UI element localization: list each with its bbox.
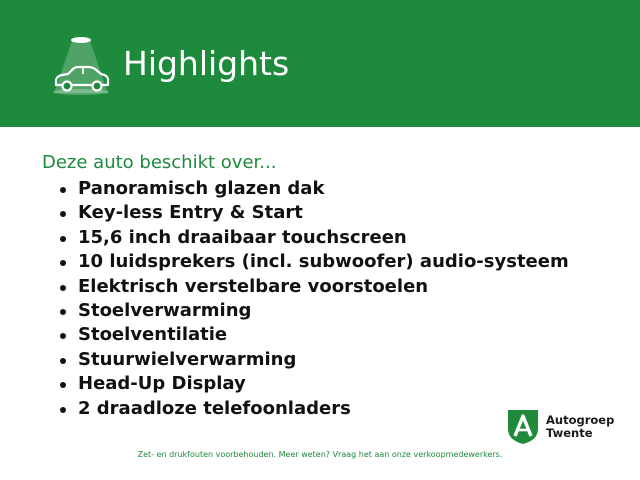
logo-line-1: Autogroep (546, 413, 615, 427)
bullet-icon (60, 358, 66, 364)
car-spotlight-icon (46, 35, 116, 97)
bullet-icon (60, 187, 66, 193)
page-title: Highlights (123, 44, 290, 83)
feature-label: Stuurwielverwarming (78, 348, 297, 370)
logo-line-2: Twente (546, 426, 593, 440)
bullet-icon (60, 285, 66, 291)
feature-label: Key-less Entry & Start (78, 202, 303, 224)
feature-label: Head-Up Display (78, 373, 246, 395)
bullet-icon (60, 211, 66, 217)
feature-label: Panoramisch glazen dak (78, 178, 325, 199)
bullet-icon (60, 407, 66, 413)
feature-label: 15,6 inch draaibaar touchscreen (78, 226, 407, 248)
bullet-icon (60, 309, 66, 315)
feature-label: 10 luidsprekers (incl. subwoofer) audio-systeem (78, 251, 569, 273)
brand-logo (546, 414, 614, 440)
bullet-icon (60, 236, 66, 242)
footer-disclaimer: Zet- en drukfouten voorbehouden. Meer weten? Vraag het aan onze verkoopmedewerkers. (137, 450, 503, 459)
bullet-icon (60, 382, 66, 388)
feature-label: Stoelventilatie (78, 324, 228, 346)
feature-label: Stoelverwarming (78, 299, 252, 321)
feature-label: 2 draadloze telefoonladers (78, 397, 351, 419)
intro-text: Deze auto beschikt over... (42, 152, 277, 173)
feature-label: Elektrisch verstelbare voorstoelen (78, 275, 429, 297)
header-banner (0, 0, 640, 127)
bullet-icon (60, 333, 66, 339)
autogroep-shield-icon (506, 407, 540, 445)
bullet-icon (60, 260, 66, 266)
